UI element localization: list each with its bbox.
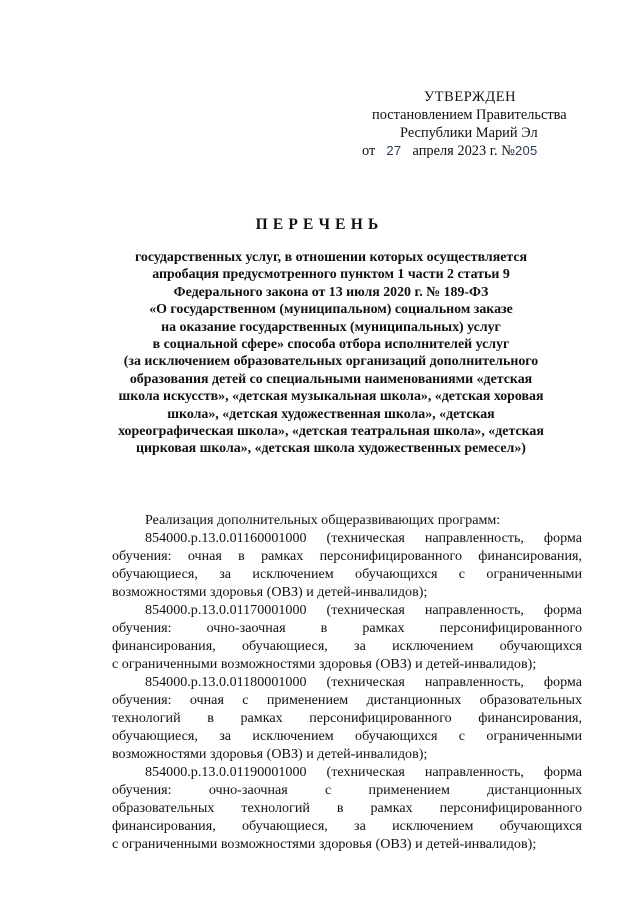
service-line: возможностями здоровья (ОВЗ) и детей-инвалидов); bbox=[112, 746, 428, 762]
subtitle-line: цирковая школа», «детская школа художественных ремесел») bbox=[136, 441, 526, 457]
approval-block bbox=[362, 88, 592, 160]
service-line: финансирования, обучающиеся, за исключением обучающихся bbox=[112, 638, 582, 654]
subtitle-line: на оказание государственных (муниципальных) услуг bbox=[161, 319, 501, 335]
approval-line-republic: Республики Марий Эл bbox=[400, 125, 538, 141]
service-line: 854000.р.13.0.01180001000 (техническая направленность, форма bbox=[145, 674, 582, 690]
service-item bbox=[112, 529, 582, 601]
service-line: финансирования, обучающиеся, за исключением обучающихся bbox=[112, 818, 582, 834]
body-intro: Реализация дополнительных общеразвивающих программ: bbox=[145, 512, 501, 528]
service-line: обучения: очная с применением дистанционных образовательных bbox=[112, 692, 582, 708]
service-line: 854000.р.13.0.01160001000 (техническая направленность, форма bbox=[145, 530, 582, 546]
decree-number-handwritten: 205 bbox=[514, 143, 538, 158]
service-line: возможностями здоровья (ОВЗ) и детей-инвалидов); bbox=[112, 584, 428, 600]
subtitle-line: (за исключением образовательных организаций дополнительного bbox=[123, 354, 539, 370]
service-item bbox=[112, 601, 582, 673]
document-subtitle bbox=[96, 249, 566, 458]
subtitle-line: в социальной сфере» способа отбора исполнителей услуг bbox=[152, 337, 510, 353]
service-line: обучения: очно-заочная с применением дистанционных bbox=[112, 782, 582, 798]
subtitle-line: Федерального закона от 13 июля 2020 г. № 189-ФЗ bbox=[173, 284, 489, 300]
service-line: обучающиеся, за исключением обучающихся с ограниченными bbox=[112, 566, 582, 582]
date-rest: апреля 2023 г. № bbox=[412, 143, 515, 159]
approved-heading: УТВЕРЖДЕН bbox=[424, 89, 517, 105]
service-line: образовательных технологий в рамках персонифицированного bbox=[112, 800, 582, 816]
service-line: обучения: очно-заочная в рамках персонифицированного bbox=[112, 620, 582, 636]
subtitle-line: хореографическая школа», «детская театральная школа», «детская bbox=[118, 424, 544, 440]
service-item bbox=[112, 763, 582, 853]
service-line: 854000.р.13.0.01190001000 (техническая направленность, форма bbox=[145, 764, 582, 780]
service-line: с ограниченными возможностями здоровья (ОВЗ) и детей-инвалидов); bbox=[112, 836, 537, 852]
service-line: с ограниченными возможностями здоровья (ОВЗ) и детей-инвалидов); bbox=[112, 656, 537, 672]
subtitle-line: государственных услуг, в отношении которых осуществляется bbox=[134, 250, 528, 265]
service-line: 854000.р.13.0.01170001000 (техническая направленность, форма bbox=[145, 602, 582, 618]
subtitle-line: школа», «детская художественная школа», «детская bbox=[167, 406, 495, 422]
subtitle-line: «О государственном (муниципальном) социальном заказе bbox=[149, 302, 513, 318]
service-item bbox=[112, 673, 582, 763]
service-line: обучающиеся, за исключением обучающихся с ограниченными bbox=[112, 728, 582, 744]
date-prefix: от bbox=[362, 143, 376, 159]
document-title: ПЕРЕЧЕНЬ bbox=[255, 216, 384, 233]
subtitle-line: школа искусств», «детская музыкальная школа», «детская хоровая bbox=[118, 389, 544, 405]
approval-date-line bbox=[362, 142, 592, 160]
service-line: обучения: очная в рамках персонифицированного финансирования, bbox=[112, 548, 582, 564]
subtitle-line: апробация предусмотренного пунктом 1 части 2 статьи 9 bbox=[152, 267, 510, 283]
approval-line-resolution: постановлением Правительства bbox=[372, 107, 567, 123]
service-line: технологий в рамках персонифицированного финансирования, bbox=[112, 710, 582, 726]
document-body bbox=[112, 511, 582, 853]
subtitle-line: образования детей со специальными наименованиями «детская bbox=[129, 371, 533, 387]
date-day-handwritten: 27 bbox=[386, 143, 402, 158]
